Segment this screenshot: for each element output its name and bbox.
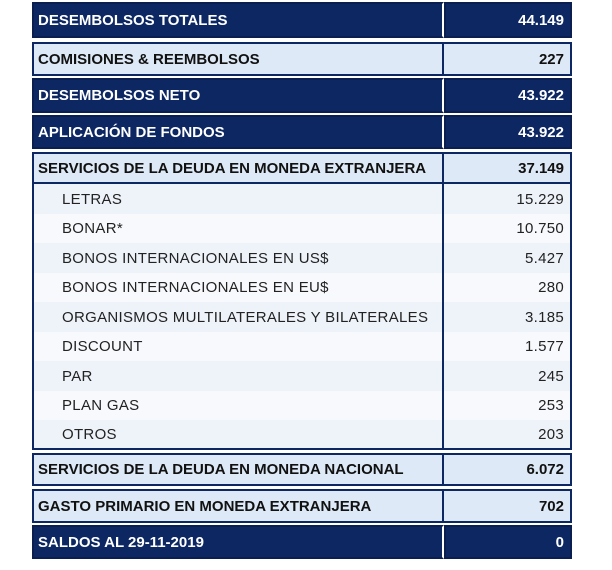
table-row [32, 332, 572, 361]
table-row [32, 78, 572, 113]
row-label: GASTO PRIMARIO EN MONEDA EXTRANJERA [32, 489, 444, 523]
table-row [32, 42, 572, 76]
table-row [32, 2, 572, 38]
table-row [32, 115, 572, 149]
row-value: 0 [444, 525, 572, 559]
row-value: 245 [444, 361, 572, 391]
row-value: 203 [444, 420, 572, 450]
row-label: PAR [32, 361, 444, 391]
row-label: BONOS INTERNACIONALES EN EU$ [32, 273, 444, 302]
row-label: BONOS INTERNACIONALES EN US$ [32, 243, 444, 273]
table-row [32, 453, 572, 486]
row-value: 3.185 [444, 302, 572, 332]
table-row [32, 391, 572, 420]
row-label: DESEMBOLSOS NETO [32, 78, 444, 113]
row-label: BONAR* [32, 214, 444, 243]
row-label: SERVICIOS DE LA DEUDA EN MONEDA NACIONAL [32, 453, 444, 486]
row-value: 43.922 [444, 78, 572, 113]
row-value: 44.149 [444, 2, 572, 38]
table-row [32, 184, 572, 214]
table-row [32, 302, 572, 332]
row-label: PLAN GAS [32, 391, 444, 420]
row-value: 10.750 [444, 214, 572, 243]
table-row [32, 525, 572, 559]
row-label: LETRAS [32, 184, 444, 214]
table-row [32, 489, 572, 523]
row-label: ORGANISMOS MULTILATERALES Y BILATERALES [32, 302, 444, 332]
row-value: 5.427 [444, 243, 572, 273]
row-label: APLICACIÓN DE FONDOS [32, 115, 444, 149]
table-row [32, 273, 572, 302]
row-label: DESEMBOLSOS TOTALES [32, 2, 444, 38]
table-row [32, 243, 572, 273]
row-value: 43.922 [444, 115, 572, 149]
table-row [32, 361, 572, 391]
row-value: 1.577 [444, 332, 572, 361]
row-value: 15.229 [444, 184, 572, 214]
row-value: 280 [444, 273, 572, 302]
row-label: COMISIONES & REEMBOLSOS [32, 42, 444, 76]
row-label: DISCOUNT [32, 332, 444, 361]
row-label: OTROS [32, 420, 444, 450]
row-value: 702 [444, 489, 572, 523]
table-row [32, 152, 572, 184]
row-value: 37.149 [444, 152, 572, 184]
row-value: 227 [444, 42, 572, 76]
row-value: 6.072 [444, 453, 572, 486]
row-label: SERVICIOS DE LA DEUDA EN MONEDA EXTRANJERA [32, 152, 444, 184]
table-row [32, 214, 572, 243]
table-row [32, 420, 572, 450]
row-value: 253 [444, 391, 572, 420]
row-label: SALDOS AL 29-11-2019 [32, 525, 444, 559]
